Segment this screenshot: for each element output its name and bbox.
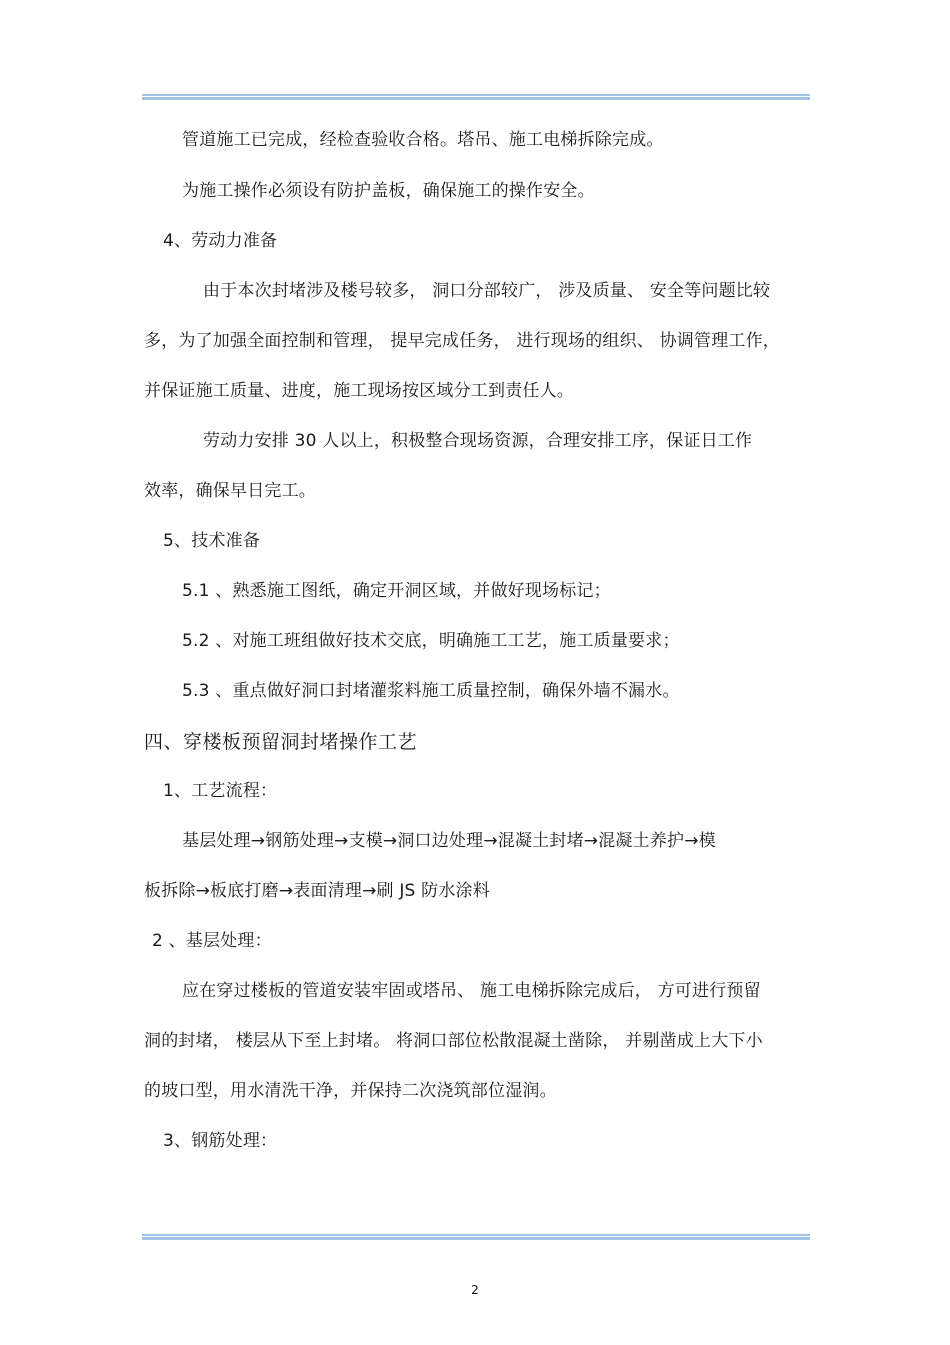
page-number: 2	[471, 1283, 479, 1297]
paragraph-line: 多，为了加强全面控制和管理， 提早完成任务， 进行现场的组织、 协调管理工作，	[144, 331, 781, 351]
section-heading: 3、钢筋处理：	[163, 1131, 278, 1151]
list-item: 5.1 、熟悉施工图纸，确定开洞区域，并做好现场标记；	[182, 581, 611, 601]
list-item: 5.2 、对施工班组做好技术交底，明确施工工艺，施工质量要求；	[182, 631, 680, 651]
paragraph-line: 的坡口型，用水清洗干净，并保持二次浇筑部位湿润。	[144, 1081, 557, 1101]
paragraph-line: 管道施工已完成，经检查验收合格。塔吊、施工电梯拆除完成。	[182, 130, 664, 150]
chapter-heading: 四、穿楼板预留洞封堵操作工艺	[144, 731, 418, 753]
header-rule	[142, 94, 810, 100]
paragraph-line: 由于本次封堵涉及楼号较多， 洞口分部较广， 涉及质量、 安全等问题比较	[203, 281, 771, 301]
paragraph-line: 应在穿过楼板的管道安装牢固或塔吊、 施工电梯拆除完成后， 方可进行预留	[182, 981, 761, 1001]
section-heading: 2 、基层处理：	[152, 931, 272, 951]
paragraph-line: 板拆除→板底打磨→表面清理→刷 JS 防水涂料	[144, 881, 490, 901]
section-heading: 4、劳动力准备	[163, 231, 278, 251]
footer-rule	[142, 1234, 810, 1240]
paragraph-line: 并保证施工质量、进度，施工现场按区域分工到责任人。	[144, 381, 574, 401]
paragraph-line: 洞的封堵， 楼层从下至上封堵。 将洞口部位松散混凝土凿除， 并剔凿成上大下小	[144, 1031, 763, 1051]
paragraph-line: 效率，确保早日完工。	[144, 481, 316, 501]
paragraph-line: 劳动力安排 30 人以上，积极整合现场资源，合理安排工序，保证日工作	[203, 431, 753, 451]
list-item: 5.3 、重点做好洞口封堵灌浆料施工质量控制，确保外墙不漏水。	[182, 681, 680, 701]
section-heading: 5、技术准备	[163, 531, 261, 551]
paragraph-line: 基层处理→钢筋处理→支模→洞口边处理→混凝土封堵→混凝土养护→模	[182, 831, 716, 851]
paragraph-line: 为施工操作必须设有防护盖板，确保施工的操作安全。	[182, 181, 595, 201]
section-heading: 1、工艺流程：	[163, 781, 278, 801]
